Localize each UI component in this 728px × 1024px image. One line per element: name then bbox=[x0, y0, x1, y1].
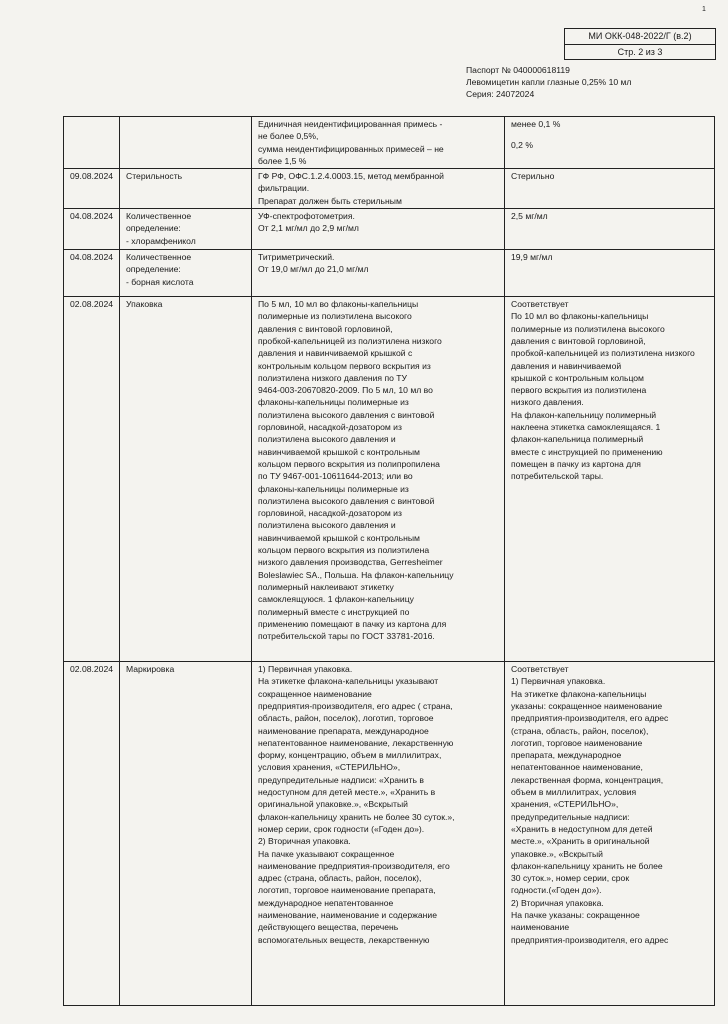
cell-line: По 10 мл во флаконы-капельницы bbox=[511, 311, 649, 322]
norm-cell bbox=[252, 662, 505, 1006]
test-results-table bbox=[63, 116, 715, 1006]
cell-line: наименование предприятия-производителя, его bbox=[258, 860, 450, 871]
cell-line: сумма неидентифицированных примесей – не bbox=[258, 143, 444, 154]
cell-line: Единичная неидентифицированная примесь - bbox=[258, 119, 443, 129]
cell-line: полимерный наклеивают этикетку bbox=[258, 581, 394, 592]
cell-line: 9464-003-20670820-2009. По 5 мл, 10 мл во bbox=[258, 385, 433, 396]
cell-line: На флакон-капельницу полимерный bbox=[511, 409, 657, 420]
cell-line: навинчиваемой крышкой с контрольным bbox=[258, 446, 420, 457]
cell-line: горловиной, насадкой-дозатором из bbox=[258, 422, 402, 433]
cell-line: полиэтилена высокого давления и bbox=[258, 520, 396, 531]
cell-line: полиэтилена высокого давления с винтовой bbox=[258, 409, 435, 420]
cell-line bbox=[70, 118, 114, 127]
date-cell bbox=[64, 209, 120, 250]
cell-line: адрес (страна, область, район, поселок), bbox=[258, 873, 422, 884]
cell-line: не более 0,5%, bbox=[258, 131, 319, 142]
cell-line: 2,5 мг/мл bbox=[511, 211, 548, 222]
series-number: Серия: 24072024 bbox=[466, 89, 535, 99]
cell-line: Boleslawiec SA., Польша. На флакон-капельницу bbox=[258, 569, 454, 580]
table-row bbox=[64, 662, 715, 1006]
cell-line: 1) Первичная упаковка. bbox=[258, 664, 353, 675]
cell-line: первого вскрытия из полиэтилена bbox=[511, 385, 647, 396]
cell-line: полиэтилена высокого давления и bbox=[258, 434, 396, 445]
cell-line: 19,9 мг/мл bbox=[511, 252, 553, 263]
cell-line: полимерный вместе с инструкцией по bbox=[258, 606, 410, 617]
cell-line: область, район, поселок), логотип, торговое bbox=[258, 713, 434, 724]
document-code-box bbox=[564, 28, 716, 60]
cell-line: наименование, наименование и содержание bbox=[258, 910, 437, 921]
cell-line: 30 суток.», номер серии, срок bbox=[511, 873, 630, 884]
cell-line: номер серии, срок годности («Годен до»). bbox=[258, 823, 425, 834]
cell-line: пробкой-капельницей из полиэтилена низкого bbox=[258, 335, 442, 346]
cell-line: Соответствует bbox=[511, 299, 569, 310]
cell-line: Стерильно bbox=[511, 171, 555, 182]
result-cell bbox=[505, 169, 715, 209]
norm-cell bbox=[252, 117, 505, 169]
cell-line: Упаковка bbox=[126, 299, 163, 310]
cell-line: флакон-капельницу хранить не более 30 суток.», bbox=[258, 811, 455, 822]
table-row bbox=[64, 117, 715, 169]
norm-cell bbox=[252, 169, 505, 209]
result-cell bbox=[505, 250, 715, 297]
page-mark: 1 bbox=[702, 6, 706, 13]
cell-line: определение: bbox=[126, 223, 181, 234]
cell-line: Количественное bbox=[126, 211, 192, 222]
cell-line: крышкой с контрольным кольцом bbox=[511, 372, 644, 383]
cell-line: помещен в пачку из картона для bbox=[511, 458, 641, 469]
cell-line: давления и навинчиваемой bbox=[511, 360, 622, 371]
cell-line: 2) Вторичная упаковка. bbox=[511, 897, 604, 908]
cell-line: флаконы-капельницы полимерные из bbox=[258, 483, 409, 494]
cell-line: Соответствует bbox=[511, 664, 569, 675]
cell-line: кольцом первого вскрытия из полиэтилена bbox=[258, 545, 430, 556]
cell-line: наклеена этикетка самоклеящаяся. 1 bbox=[511, 422, 661, 433]
cell-line: горловиной, насадкой-дозатором из bbox=[258, 508, 402, 519]
cell-line: По 5 мл, 10 мл во флаконы-капельницы bbox=[258, 299, 419, 310]
cell-line: действующего вещества, перечень bbox=[258, 922, 399, 933]
cell-line: пробкой-капельницей из полиэтилена низкого bbox=[511, 348, 695, 359]
cell-line: От 2,1 мг/мл до 2,9 мг/мл bbox=[258, 223, 359, 234]
cell-line: контрольным кольцом первого вскрытия из bbox=[258, 360, 431, 371]
cell-line: вместе с инструкцией по применению bbox=[511, 446, 663, 457]
cell-line: 2) Вторичная упаковка. bbox=[258, 836, 351, 847]
cell-line: хранения, «СТЕРИЛЬНО», bbox=[511, 799, 619, 810]
table-row bbox=[64, 297, 715, 662]
cell-line: логотип, торговое наименование bbox=[511, 737, 643, 748]
norm-cell bbox=[252, 297, 505, 662]
indicator-cell bbox=[120, 117, 252, 169]
cell-line: 04.08.2024 bbox=[70, 211, 114, 222]
cell-line: Титриметрический. bbox=[258, 252, 335, 263]
result-cell bbox=[505, 662, 715, 1006]
cell-line: вспомогательных веществ, лекарственную bbox=[258, 934, 430, 945]
cell-line: 0,2 % bbox=[511, 140, 533, 151]
cell-line: На этикетке флакона-капельницы bbox=[511, 688, 647, 699]
cell-line: потребительской тары по ГОСТ 33781-2016. bbox=[258, 631, 435, 642]
date-cell bbox=[64, 662, 120, 1006]
cell-line: Маркировка bbox=[126, 664, 175, 675]
cell-line: давления с винтовой горловиной, bbox=[258, 323, 393, 334]
cell-line: по ТУ 9467-001-10611644-2013; или во bbox=[258, 471, 413, 482]
cell-line: упаковке.», «Вскрытый bbox=[511, 848, 603, 859]
table-row bbox=[64, 169, 715, 209]
cell-line: 09.08.2024 bbox=[70, 171, 114, 182]
cell-line: годности.(«Годен до»). bbox=[511, 885, 602, 896]
cell-line: форму, концентрацию, объем в миллилитрах, bbox=[258, 750, 442, 761]
cell-line: лекарственная форма, концентрация, bbox=[511, 774, 664, 785]
cell-line: давления с винтовой горловиной, bbox=[511, 335, 646, 346]
result-cell bbox=[505, 209, 715, 250]
cell-line: объем в миллилитрах, условия bbox=[511, 787, 637, 798]
cell-line: логотип, торговое наименование препарата, bbox=[258, 885, 436, 896]
passport-number: Паспорт № 040000618119 bbox=[466, 65, 570, 75]
cell-line: низкого давления производства, Gerresheimer bbox=[258, 557, 443, 568]
cell-line: - хлорамфеникол bbox=[126, 235, 196, 246]
cell-line: наименование bbox=[511, 922, 570, 933]
cell-line: ГФ РФ, ОФС.1.2.4.0003.15, метод мембранной bbox=[258, 171, 444, 182]
cell-line: Препарат должен быть стерильным bbox=[258, 195, 402, 206]
cell-line: УФ-спектрофотометрия. bbox=[258, 211, 355, 222]
cell-line: 1) Первичная упаковка. bbox=[511, 676, 606, 687]
date-cell bbox=[64, 250, 120, 297]
cell-line: препарата, международное bbox=[511, 750, 622, 761]
cell-line: предприятия-производителя, его адрес ( страна, bbox=[258, 700, 453, 711]
cell-line: фильтрации. bbox=[258, 183, 310, 194]
cell-line: На пачке указаны: сокращенное bbox=[511, 910, 640, 921]
cell-line: кольцом первого вскрытия из полипропилена bbox=[258, 458, 440, 469]
cell-line: На пачке указывают сокращенное bbox=[258, 848, 395, 859]
cell-line: потребительской тары. bbox=[511, 471, 604, 482]
cell-line: недоступном для детей месте.», «Хранить в bbox=[258, 787, 436, 798]
cell-line: 02.08.2024 bbox=[70, 299, 114, 310]
cell-line: самоклеящуюся. 1 флакон-капельницу bbox=[258, 594, 414, 605]
product-name: Левомицетин капли глазные 0,25% 10 мл bbox=[466, 77, 632, 87]
date-cell bbox=[64, 169, 120, 209]
cell-line: давления и навинчиваемой крышкой с bbox=[258, 348, 413, 359]
cell-line: навинчиваемой крышкой с контрольным bbox=[258, 532, 420, 543]
page-number: Стр. 2 из 3 bbox=[565, 44, 715, 60]
cell-line: 04.08.2024 bbox=[70, 252, 114, 263]
cell-line: предприятия-производителя, его адрес bbox=[511, 713, 669, 724]
cell-line: более 1,5 % bbox=[258, 155, 307, 166]
cell-line: применению помещают в пачку из картона для bbox=[258, 618, 447, 629]
cell-line: сокращенное наименование bbox=[258, 688, 372, 699]
cell-line: оригинальной упаковке.», «Вскрытый bbox=[258, 799, 408, 810]
cell-line: Стерильность bbox=[126, 171, 183, 182]
cell-line: низкого давления. bbox=[511, 397, 584, 408]
cell-line: менее 0,1 % bbox=[511, 119, 561, 129]
cell-line: определение: bbox=[126, 264, 181, 275]
date-cell bbox=[64, 117, 120, 169]
indicator-cell bbox=[120, 169, 252, 209]
table-row bbox=[64, 209, 715, 250]
cell-line: От 19,0 мг/мл до 21,0 мг/мл bbox=[258, 264, 369, 275]
cell-line: предупредительные надписи: bbox=[511, 811, 630, 822]
cell-line: непатентованное наименование, bbox=[511, 762, 643, 773]
cell-line: условия хранения, «СТЕРИЛЬНО», bbox=[258, 762, 401, 773]
norm-cell bbox=[252, 209, 505, 250]
norm-cell bbox=[252, 250, 505, 297]
cell-line: наименование препарата, международное bbox=[258, 725, 429, 736]
cell-line: полиэтилена высокого давления с винтовой bbox=[258, 495, 435, 506]
cell-line: На этикетке флакона-капельницы указывают bbox=[258, 676, 439, 687]
cell-line: международное непатентованное bbox=[258, 897, 394, 908]
cell-line: (страна, область, район, поселок), bbox=[511, 725, 649, 736]
cell-line: - борная кислота bbox=[126, 276, 194, 287]
cell-line: предприятия-производителя, его адрес bbox=[511, 934, 669, 945]
cell-line: флакон-капельница полимерный bbox=[511, 434, 644, 445]
cell-line: предупредительные надписи: «Хранить в bbox=[258, 774, 424, 785]
cell-line: полимерные из полиэтилена высокого bbox=[258, 311, 412, 322]
cell-line: Количественное bbox=[126, 252, 192, 263]
cell-line: флакон-капельницу хранить не более bbox=[511, 860, 663, 871]
document-code: МИ ОКК-048-2022/Г (в.2) bbox=[588, 31, 692, 41]
passport-header bbox=[466, 64, 631, 100]
result-cell bbox=[505, 117, 715, 169]
cell-line: полиэтилена низкого давления по ТУ bbox=[258, 372, 408, 383]
cell-line: «Хранить в недоступном для детей bbox=[511, 823, 653, 834]
cell-line: месте.», «Хранить в оригинальной bbox=[511, 836, 650, 847]
cell-line: указаны: сокращенное наименование bbox=[511, 700, 663, 711]
cell-line bbox=[511, 130, 709, 139]
result-cell bbox=[505, 297, 715, 662]
indicator-cell bbox=[120, 209, 252, 250]
indicator-cell bbox=[120, 297, 252, 662]
cell-line: флаконы-капельницы полимерные из bbox=[258, 397, 409, 408]
date-cell bbox=[64, 297, 120, 662]
indicator-cell bbox=[120, 250, 252, 297]
cell-line: непатентованное наименование, лекарственную bbox=[258, 737, 454, 748]
indicator-cell bbox=[120, 662, 252, 1006]
cell-line: 02.08.2024 bbox=[70, 664, 114, 675]
cell-line: полимерные из полиэтилена высокого bbox=[511, 323, 665, 334]
table-row bbox=[64, 250, 715, 297]
